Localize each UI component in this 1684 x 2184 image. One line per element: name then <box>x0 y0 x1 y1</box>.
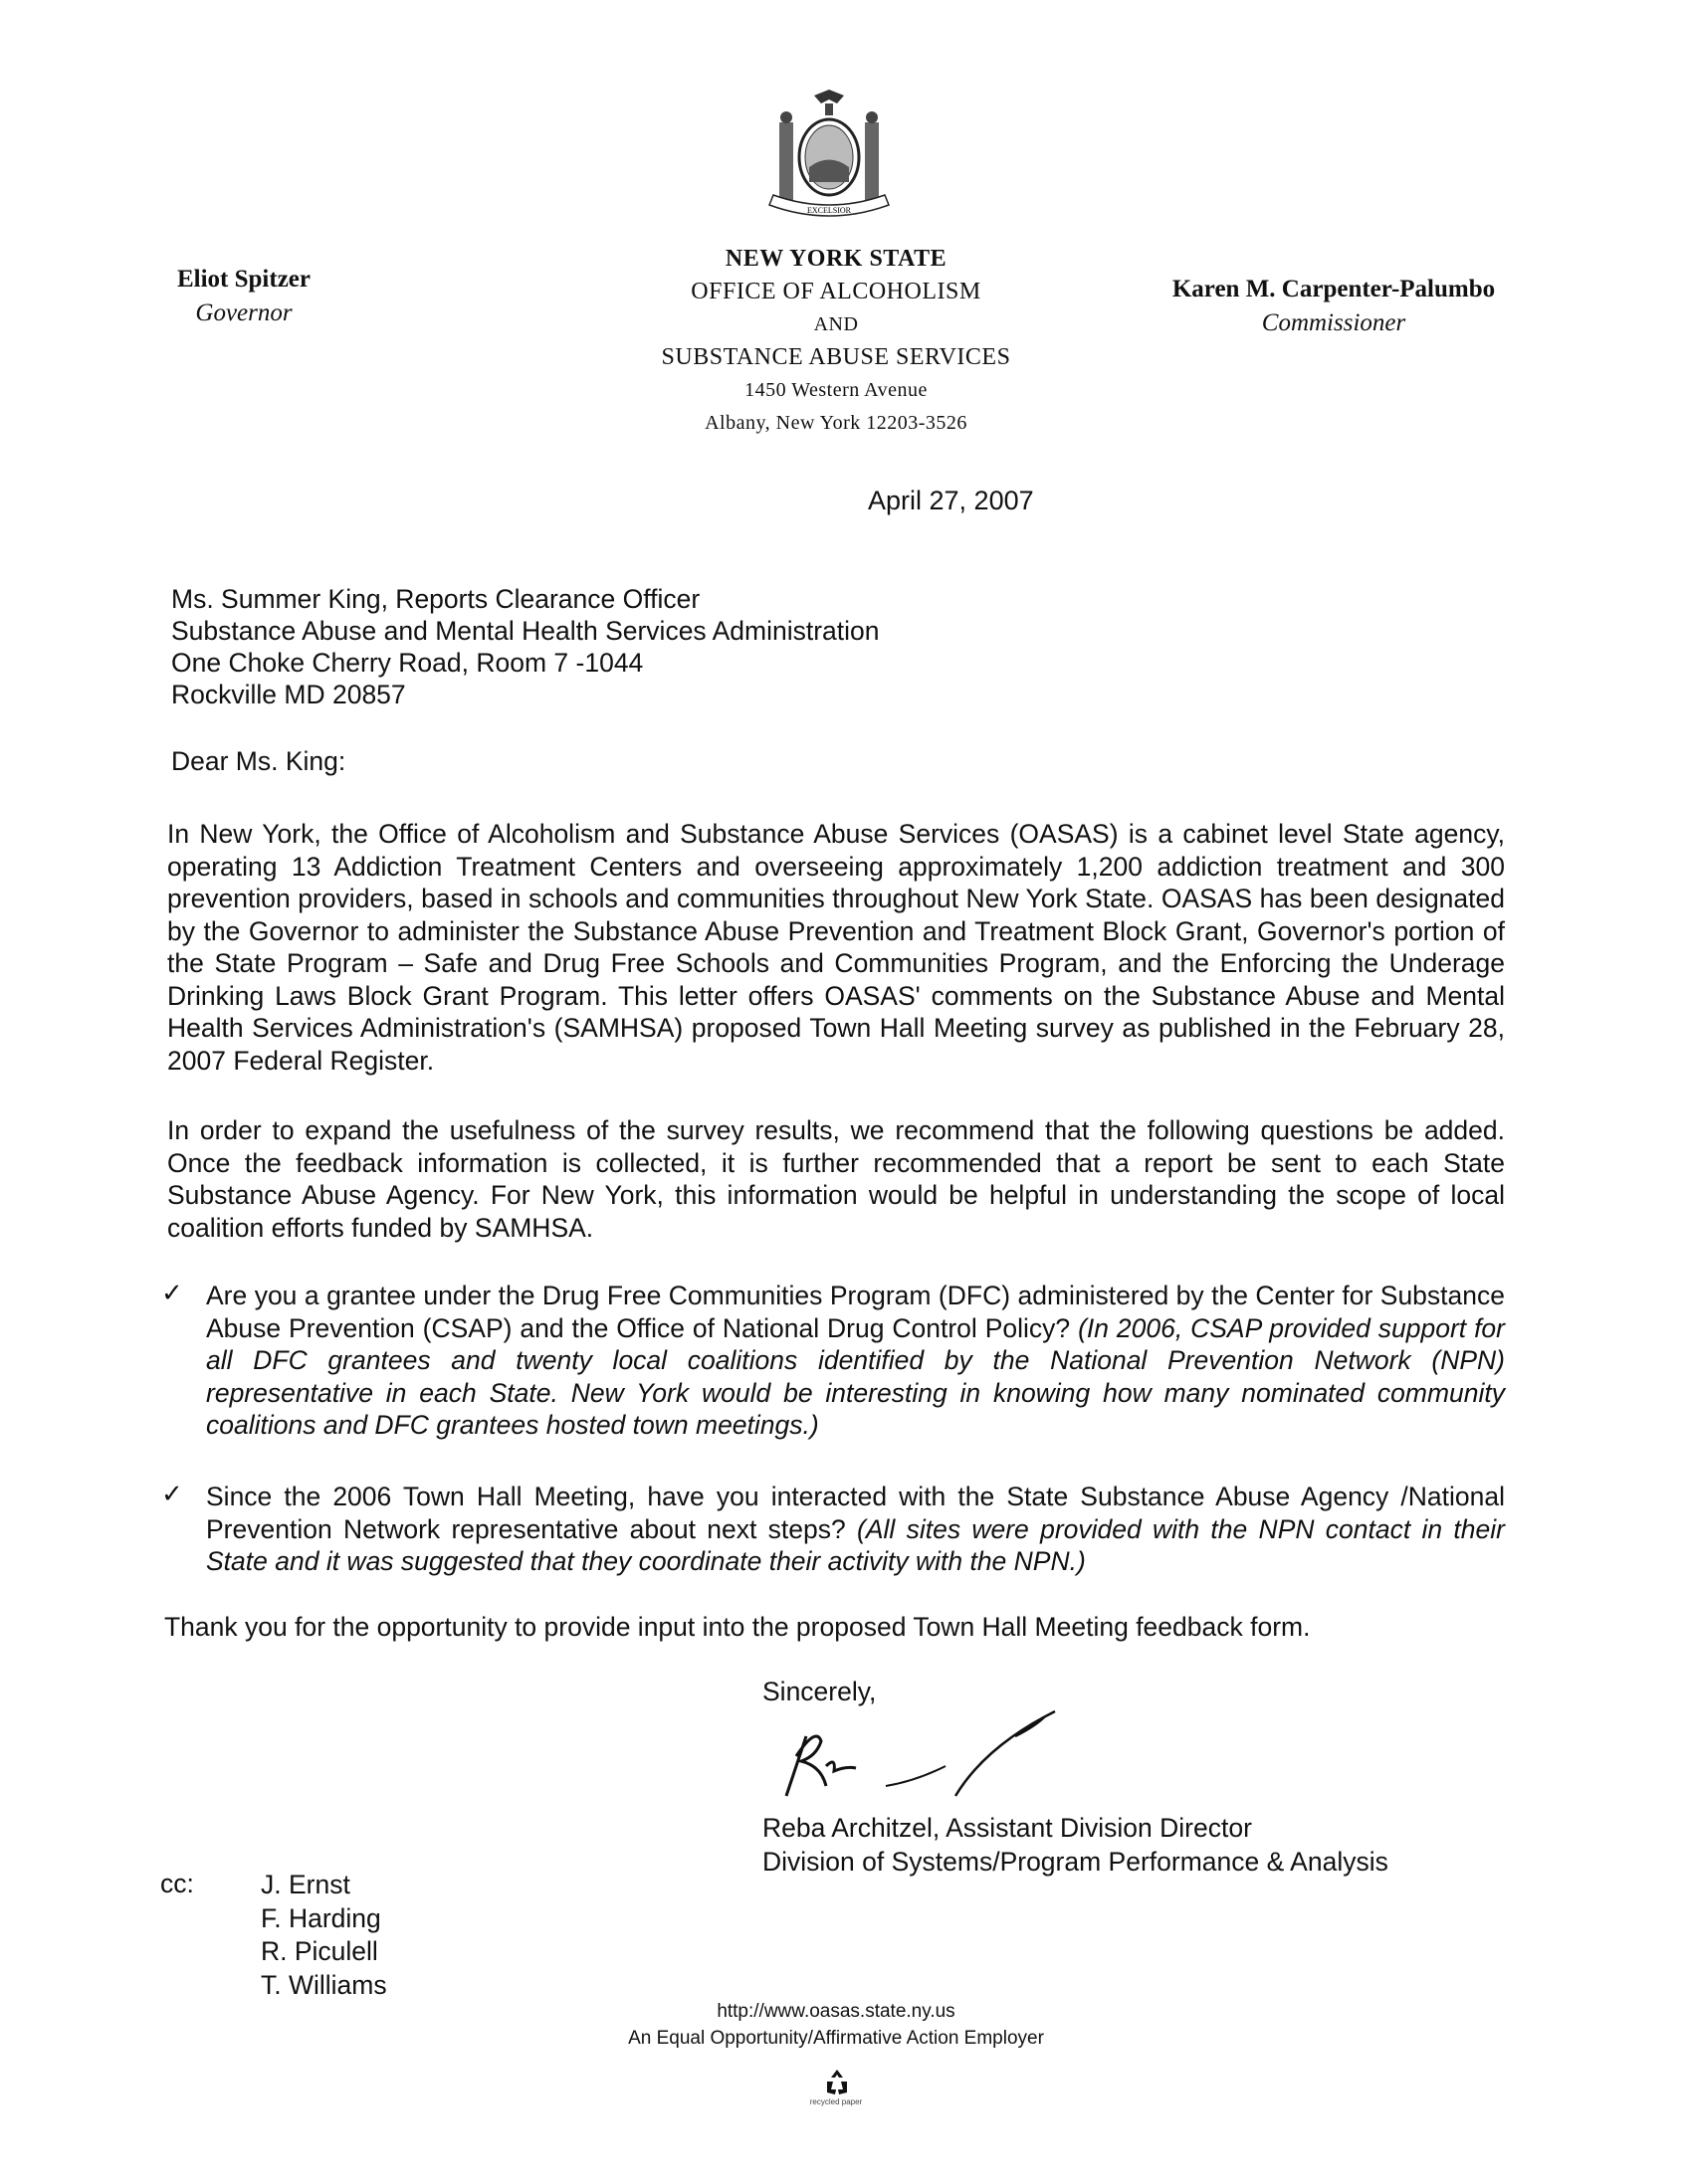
bullet-note: (All sites were provided with the NPN contact in their State and it was suggested that they coordinate their activity with the NPN.) <box>206 1513 1505 1576</box>
bullet-question: Are you a grantee under the Drug Free Communities Program (DFC) administered by the Center for Substance Abuse Prevention (CSAP) and the Office of National Drug Control Policy? <box>206 1281 1505 1343</box>
recipient-line: Substance Abuse and Mental Health Services Administration <box>171 616 880 646</box>
checkmark-icon: ✓ <box>161 1278 183 1307</box>
closing: Sincerely, <box>762 1677 877 1706</box>
closing-paragraph: Thank you for the opportunity to provide input into the proposed Town Hall Meeting feedback form. <box>164 1612 1311 1642</box>
agency-name-line: OFFICE OF ALCOHOLISM <box>691 279 981 304</box>
commissioner-name: Karen M. Carpenter-Palumbo <box>1171 276 1496 302</box>
recycled-paper-label: recycled paper <box>809 2097 863 2106</box>
signer-block <box>762 1811 1388 1879</box>
footer-employer: An Equal Opportunity/Affirmative Action Employer <box>628 2028 1044 2049</box>
recipient-address <box>171 583 880 710</box>
agency-address: 1450 Western Avenue <box>744 379 928 401</box>
agency-state: NEW YORK STATE <box>725 246 947 272</box>
seal-motto: EXCELSIOR <box>807 206 851 215</box>
salutation: Dear Ms. King: <box>171 746 346 776</box>
recipient-line: Ms. Summer King, Reports Clearance Officer <box>171 584 701 614</box>
governor-title: Governor <box>195 299 293 326</box>
bullet-item <box>206 1481 1505 1578</box>
recycle-icon <box>824 2068 850 2097</box>
agency-name-line: SUBSTANCE ABUSE SERVICES <box>661 344 1011 370</box>
body-paragraph: In New York, the Office of Alcoholism and Substance Abuse Services (OASAS) is a cabinet level State agency, operating 13 Addiction Treatment Centers and overseeing approximately 1,200 addiction treatment and 300 prevention providers, based in schools and communities throughout New York State. OASAS has been designated by the Governor to administer the Substance Abuse Prevention and Treatment Block Grant, Governor's portion of the State Program – Safe and Drug Free Schools and Communities Program, and the Enforcing the Underage Drinking Laws Block Grant Program. This letter offers OASAS' comments on the Substance Abuse and Mental Health Services Administration's (SAMHSA) proposed Town Hall Meeting survey as published in the February 28, 2007 Federal Register. <box>167 819 1505 1076</box>
footer-url: http://www.oasas.state.ny.us <box>717 2001 955 2022</box>
cc-label: cc: <box>160 1869 194 1898</box>
recipient-line: One Choke Cherry Road, Room 7 -1044 <box>171 648 644 678</box>
cc-list <box>261 1869 387 2002</box>
commissioner-title: Commissioner <box>1261 309 1406 336</box>
governor-block <box>119 263 368 330</box>
governor-name: Eliot Spitzer <box>176 266 311 293</box>
letter-date: April 27, 2007 <box>868 486 1034 515</box>
commissioner-block <box>1145 273 1523 340</box>
cc-name: J. Ernst <box>261 1870 350 1899</box>
footer <box>537 1998 1135 2052</box>
bullet-item <box>206 1280 1505 1442</box>
handwritten-signature <box>776 1696 1115 1806</box>
signer-division: Division of Systems/Program Performance & Analysis <box>762 1847 1388 1877</box>
cc-name: F. Harding <box>261 1902 381 1933</box>
cc-name: T. Williams <box>261 1969 387 2000</box>
body-paragraph: In order to expand the usefulness of the survey results, we recommend that the following questions be added. Once the feedback information is collected, it is further recommended that a report be sent to each State Substance Abuse Agency. For New York, this information would be helpful in understanding the scope of local coalition efforts funded by SAMHSA. <box>167 1115 1505 1243</box>
agency-city: Albany, New York 12203-3526 <box>705 412 967 434</box>
cc-name: R. Piculell <box>261 1936 378 1966</box>
recipient-line: Rockville MD 20857 <box>171 680 406 709</box>
bullet-note: (In 2006, CSAP provided support for all DFC grantees and twenty local coalitions identified by the National Prevention Network (NPN) representative in each State. New York would be interesting in knowing how many nominated community coalitions and DFC grantees hosted town meetings.) <box>206 1312 1505 1440</box>
signer-name-title: Reba Architzel, Assistant Division Director <box>762 1813 1252 1843</box>
agency-name-line: AND <box>813 313 859 335</box>
agency-header <box>587 243 1085 440</box>
new-york-state-seal <box>759 88 899 227</box>
checkmark-icon: ✓ <box>161 1479 183 1508</box>
bullet-question: Since the 2006 Town Hall Meeting, have you interacted with the State Substance Abuse Agency /National Prevention Network representative about next steps? <box>206 1482 1505 1544</box>
